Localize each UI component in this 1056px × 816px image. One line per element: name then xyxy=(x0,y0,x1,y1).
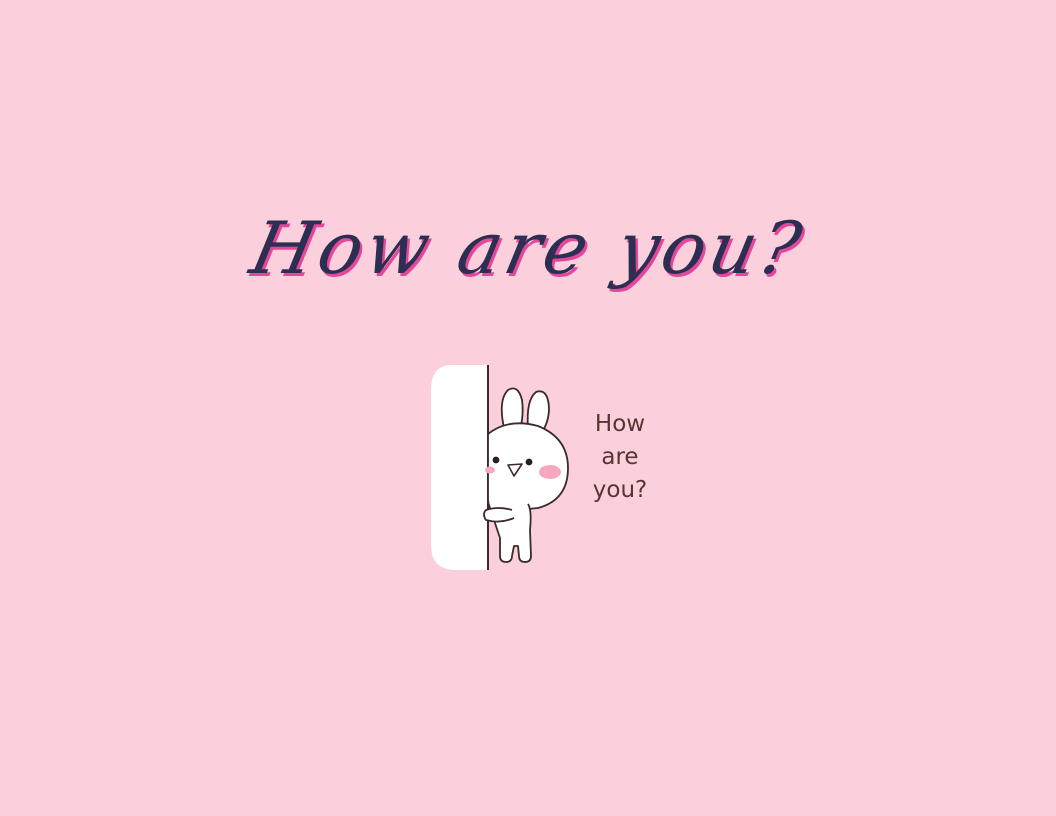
sticker-line-2: are xyxy=(601,444,639,470)
door-shape xyxy=(431,365,488,570)
left-cheek xyxy=(485,467,495,474)
right-eye xyxy=(526,459,533,466)
bunny-arm xyxy=(484,508,514,522)
page-title: How are you? xyxy=(243,206,813,290)
sticker-line-3: you? xyxy=(592,477,648,503)
bunny-sticker xyxy=(428,360,668,575)
left-eye xyxy=(493,457,500,464)
sticker-caption xyxy=(578,408,662,507)
sticker-line-1: How xyxy=(594,411,646,437)
right-cheek xyxy=(539,465,561,479)
